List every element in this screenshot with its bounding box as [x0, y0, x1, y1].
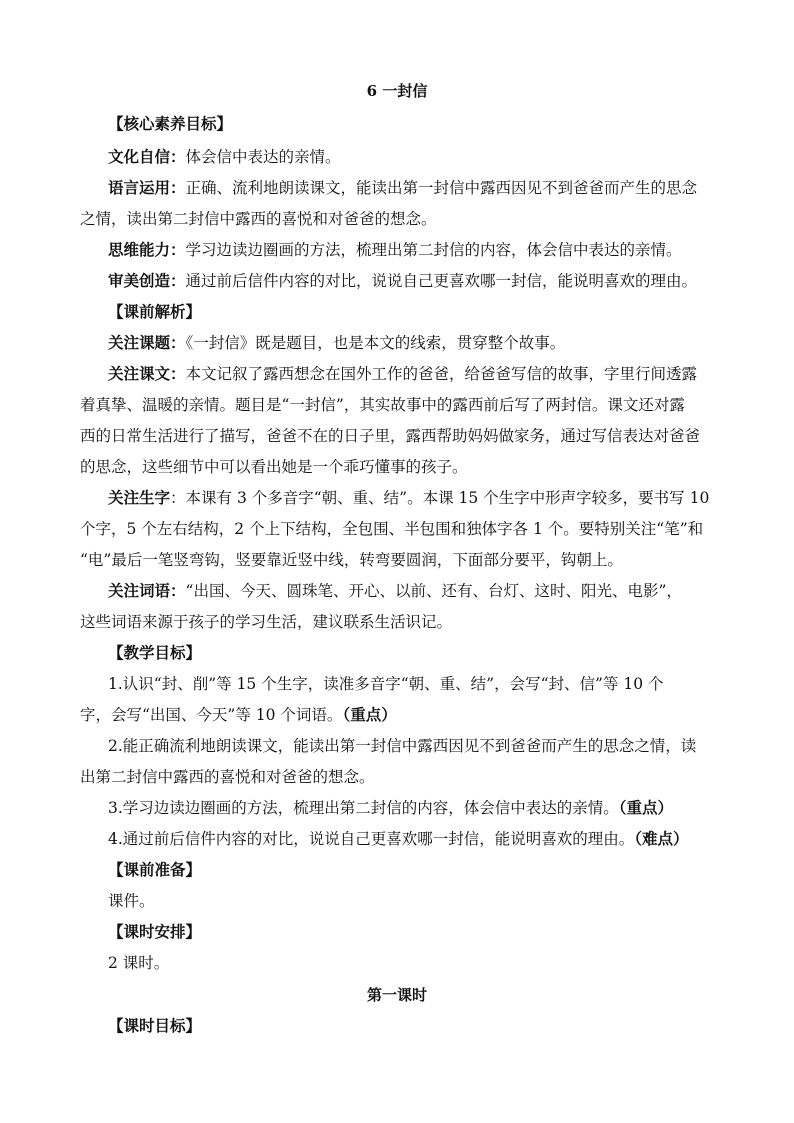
- goal-2-line2: 出第二封信中露西的喜悦和对爸爸的想念。: [80, 768, 375, 786]
- thinking-paragraph: [108, 239, 682, 261]
- lesson-goals-heading: 【课时目标】: [108, 1016, 202, 1035]
- goal-4-text: 4.通过前后信件内容的对比，说说自己更喜欢哪一封信，能说明喜欢的理由。: [108, 830, 635, 848]
- topic-paragraph: [108, 332, 565, 354]
- words-line2: 这些词语来源于孩子的学习生活，建议联系生活识记。: [80, 613, 453, 631]
- aesthetic-paragraph: [108, 270, 697, 292]
- prep-text: 课件。: [108, 892, 155, 910]
- chars-line3: “电”最后一笔竖弯钩，竖要靠近竖中线，转弯要圆润，下面部分要平，钩朝上。: [80, 551, 623, 569]
- teaching-goals-heading: 【教学目标】: [108, 643, 202, 662]
- chars-line2: 个字，5 个左右结构，2 个上下结构，全包围、半包围和独体字各 1 个。要特别关注“笔”和: [80, 520, 704, 538]
- culture-text: 体会信中表达的亲情。: [185, 148, 341, 166]
- goal-3: [108, 797, 673, 819]
- text-label: 关注课文：: [108, 364, 186, 383]
- words-label: 关注词语：: [108, 581, 186, 600]
- words-line1: “出国、今天、圆珠笔、开心、以前、还有、台灯、这时、阳光、电影”，: [185, 582, 682, 600]
- text-line1: 本文记叙了露西想念在国外工作的爸爸，给爸爸写信的故事，字里行间透露: [185, 365, 698, 383]
- text-line2: 着真挚、温暖的亲情。题目是“一封信”，其实故事中的露西前后写了两封信。课文还对露: [80, 396, 685, 414]
- thinking-label: 思维能力：: [108, 240, 186, 259]
- goal-1-line1: 1.认识“封、削”等 15 个生字，读准多音字“朝、重、结”，会写“封、信”等 10 个: [108, 675, 664, 693]
- prep-heading: 【课前准备】: [108, 860, 202, 879]
- aesthetic-text: 通过前后信件内容的对比，说说自己更喜欢哪一封信，能说明喜欢的理由。: [185, 272, 698, 290]
- text-line4: 的思念，这些细节中可以看出她是一个乖巧懂事的孩子。: [80, 458, 468, 476]
- schedule-heading: 【课时安排】: [108, 922, 202, 941]
- goal-4-tag: （难点）: [634, 829, 689, 848]
- thinking-text: 学习边读边圈画的方法，梳理出第二封信的内容，体会信中表达的亲情。: [185, 241, 682, 259]
- words-paragraph-line1: [108, 580, 682, 602]
- goal-2-line1: 2.能正确流利地朗读课文，能读出第一封信中露西因见不到爸爸而产生的思念之情，读: [108, 737, 697, 755]
- language-label: 语言运用：: [108, 178, 186, 197]
- goal-3-text: 3.学习边读边圈画的方法，梳理出第二封信的内容，体会信中表达的亲情。: [108, 799, 619, 817]
- text-line3: 西的日常生活进行了描写，爸爸不在的日子里，露西帮助妈妈做家务，通过写信表达对爸爸: [80, 427, 701, 445]
- culture-paragraph: [108, 146, 341, 168]
- goal-1-line2-text: 字，会写“出国、今天”等 10 个词语。: [80, 706, 343, 724]
- topic-label: 关注课题：: [108, 333, 186, 352]
- analysis-heading: 【课前解析】: [108, 302, 202, 321]
- chars-line1: ：本课有 3 个多音字“朝、重、结”。本课 15 个生字中形声字较多，要书写 10: [170, 489, 710, 507]
- culture-label: 文化自信：: [108, 147, 186, 166]
- aesthetic-label: 审美创造：: [108, 271, 186, 290]
- goal-4: [108, 828, 689, 850]
- goal-1-tag: （重点）: [342, 705, 397, 724]
- language-text-line1: 正确、流利地朗读课文，能读出第一封信中露西因见不到爸爸而产生的思念: [185, 179, 698, 197]
- document-title: 6 一封信: [366, 82, 428, 100]
- chars-paragraph-line1: [108, 487, 709, 509]
- language-paragraph-line1: [108, 177, 697, 199]
- core-goals-heading: 【核心素养目标】: [108, 114, 233, 133]
- topic-text: 《一封信》既是题目，也是本文的线索，贯穿整个故事。: [185, 334, 566, 352]
- goal-3-tag: （重点）: [618, 798, 674, 817]
- schedule-text: 2 课时。: [108, 954, 170, 972]
- lesson1-title: 第一课时: [366, 986, 427, 1004]
- chars-label: 关注生字: [108, 488, 171, 507]
- goal-1-line2: [80, 704, 397, 726]
- text-paragraph-line1: [108, 363, 697, 385]
- language-text-line2: 之情，读出第二封信中露西的喜悦和对爸爸的想念。: [80, 210, 437, 228]
